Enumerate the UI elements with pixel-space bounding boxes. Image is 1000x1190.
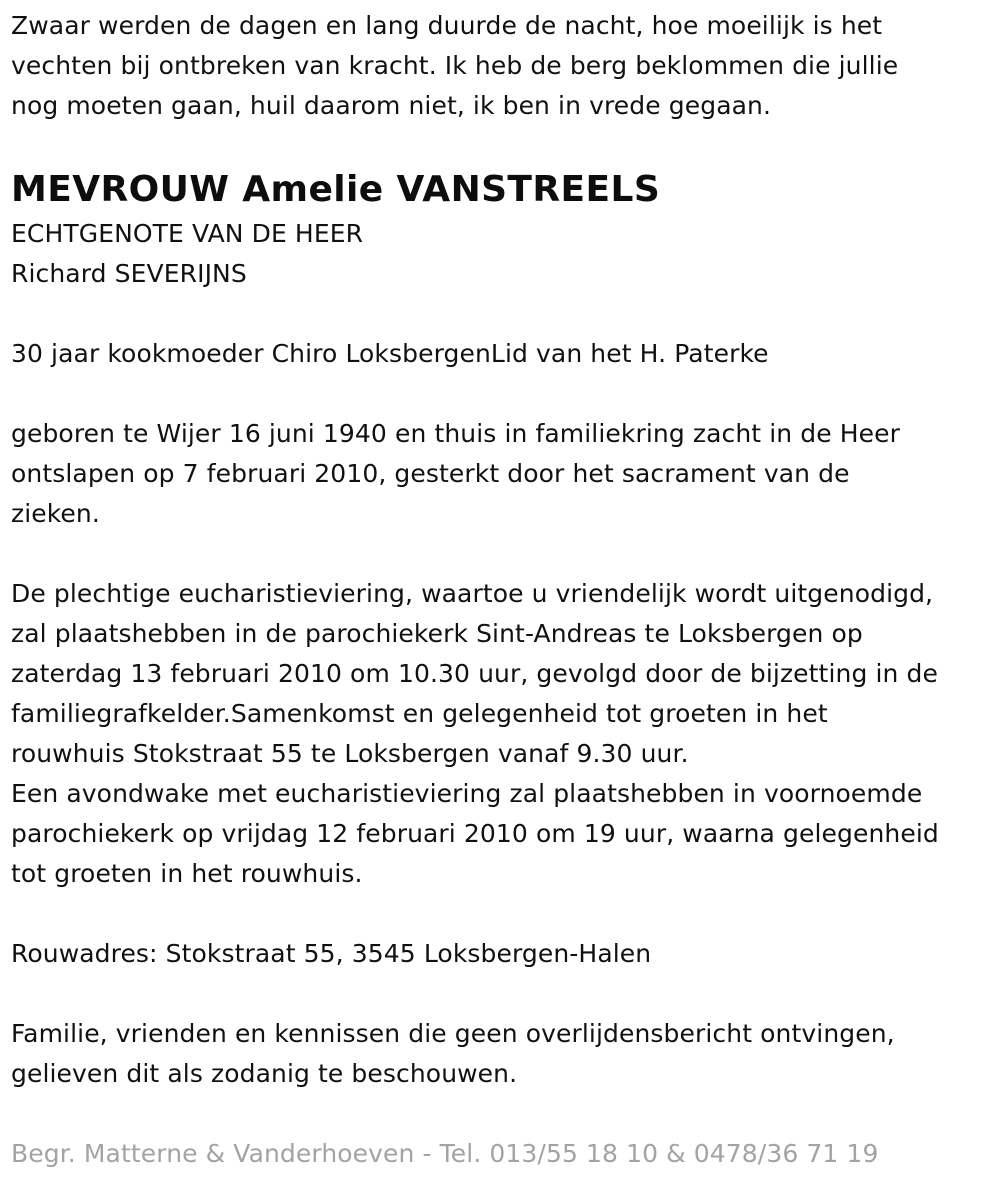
notice-paragraph — [11, 1014, 990, 1094]
notice-line: Familie, vrienden en kennissen die geen overlijdensbericht ontvingen, — [11, 1019, 895, 1048]
spacer — [11, 294, 990, 334]
ceremony-paragraph — [11, 574, 990, 894]
affiliation-text: 30 jaar kookmoeder Chiro LoksbergenLid van het H. Paterke — [11, 339, 769, 368]
notice-line: gelieven dit als zodanig te beschouwen. — [11, 1059, 518, 1088]
birth-death-line: ontslapen op 7 februari 2010, gesterkt door het sacrament van de — [11, 459, 850, 488]
ceremony-line: Een avondwake met eucharistieviering zal plaatshebben in voornoemde — [11, 779, 923, 808]
mourning-address: Rouwadres: Stokstraat 55, 3545 Loksbergen-Halen — [11, 939, 652, 968]
spacer — [11, 974, 990, 1014]
birth-death-line: geboren te Wijer 16 juni 1940 en thuis in familiekring zacht in de Heer — [11, 419, 900, 448]
poem-line: vechten bij ontbreken van kracht. Ik heb de berg beklommen die jullie — [11, 51, 899, 80]
poem-line: Zwaar werden de dagen en lang duurde de nacht, hoe moeilijk is het — [11, 11, 883, 40]
spacer — [11, 534, 990, 574]
birth-death-paragraph — [11, 414, 990, 534]
ceremony-line: De plechtige eucharistieviering, waartoe u vriendelijk wordt uitgenodigd, — [11, 579, 934, 608]
ceremony-line: tot groeten in het rouwhuis. — [11, 859, 363, 888]
ceremony-line: zal plaatshebben in de parochiekerk Sint-Andreas te Loksbergen op — [11, 619, 863, 648]
birth-death-line: zieken. — [11, 499, 100, 528]
relation-title: ECHTGENOTE VAN DE HEER — [11, 219, 364, 248]
ceremony-line: zaterdag 13 februari 2010 om 10.30 uur, gevolgd door de bijzetting in de — [11, 659, 938, 688]
funeral-director-footer: Begr. Matterne & Vanderhoeven - Tel. 013/55 18 10 & 0478/36 71 19 — [11, 1139, 879, 1168]
ceremony-line: rouwhuis Stokstraat 55 te Loksbergen vanaf 9.30 uur. — [11, 739, 689, 768]
memorial-poem — [11, 6, 990, 126]
spacer — [11, 374, 990, 414]
poem-line: nog moeten gaan, huil daarom niet, ik ben in vrede gegaan. — [11, 91, 772, 120]
spacer — [11, 894, 990, 934]
deceased-name: MEVROUW Amelie VANSTREELS — [11, 169, 661, 210]
ceremony-line: parochiekerk op vrijdag 12 februari 2010 om 19 uur, waarna gelegenheid — [11, 819, 939, 848]
spouse-name: Richard SEVERIJNS — [11, 259, 247, 288]
ceremony-line: familiegrafkelder.Samenkomst en gelegenheid tot groeten in het — [11, 699, 828, 728]
